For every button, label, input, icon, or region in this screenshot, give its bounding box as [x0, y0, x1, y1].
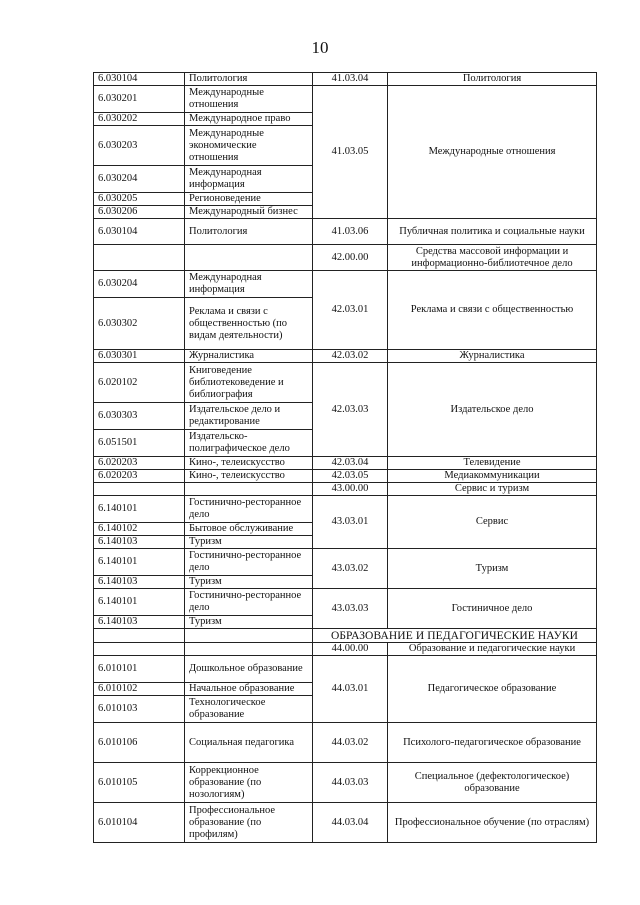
old-name-cell: Издательско-полиграфическое дело	[185, 430, 313, 457]
specialty-correspondence-table	[93, 72, 597, 843]
new-name-cell: Сервис и туризм	[388, 483, 597, 496]
old-code-cell: 6.051501	[94, 430, 185, 457]
old-code-cell	[94, 245, 185, 271]
old-code-cell: 6.030201	[94, 86, 185, 113]
new-name-cell: Психолого-педагогическое образование	[388, 723, 597, 763]
old-code-cell: 6.140101	[94, 589, 185, 616]
old-name-cell: Международное право	[185, 113, 313, 126]
old-name-cell: Международные экономические отношения	[185, 126, 313, 166]
old-name-cell: Кино-, телеискусство	[185, 470, 313, 483]
new-name-cell: Международные отношения	[388, 86, 597, 219]
old-code-cell: 6.010103	[94, 696, 185, 723]
new-name-cell: Образование и педагогические науки	[388, 643, 597, 656]
old-name-cell: Туризм	[185, 616, 313, 629]
old-code-cell: 6.030205	[94, 193, 185, 206]
old-name-cell: Издательское дело и редактирование	[185, 403, 313, 430]
new-name-cell: Средства массовой информации и информационно-библиотечное дело	[388, 245, 597, 271]
page-number: 10	[311, 38, 329, 57]
old-code-cell	[94, 643, 185, 656]
old-name-cell: Журналистика	[185, 350, 313, 363]
old-name-cell: Гостинично-ресторанное дело	[185, 549, 313, 576]
table-row	[94, 656, 597, 683]
new-name-cell: Медиакоммуникации	[388, 470, 597, 483]
old-name-cell: Политология	[185, 73, 313, 86]
old-code-cell: 6.030302	[94, 298, 185, 350]
new-name-cell: Телевидение	[388, 457, 597, 470]
table-row	[94, 86, 597, 113]
old-code-cell	[94, 483, 185, 496]
new-name-cell: Политология	[388, 73, 597, 86]
old-code-cell: 6.030204	[94, 271, 185, 298]
new-name-cell: Издательское дело	[388, 363, 597, 457]
table-row	[94, 457, 597, 470]
new-code-cell: 42.03.01	[313, 271, 388, 350]
old-name-cell: Начальное образование	[185, 683, 313, 696]
old-code-cell: 6.010104	[94, 803, 185, 843]
new-name-cell: Сервис	[388, 496, 597, 549]
old-code-cell: 6.140103	[94, 616, 185, 629]
old-name-cell	[185, 245, 313, 271]
old-code-cell	[94, 629, 185, 643]
old-code-cell: 6.030303	[94, 403, 185, 430]
new-code-cell: 44.03.01	[313, 656, 388, 723]
old-name-cell: Социальная педагогика	[185, 723, 313, 763]
old-name-cell: Технологическое образование	[185, 696, 313, 723]
old-name-cell: Коррекционное образование (по нозологиям)	[185, 763, 313, 803]
old-name-cell: Кино-, телеискусство	[185, 457, 313, 470]
new-code-cell: 41.03.05	[313, 86, 388, 219]
old-code-cell: 6.030104	[94, 219, 185, 245]
table-row	[94, 549, 597, 576]
table-row	[94, 803, 597, 843]
old-name-cell: Гостинично-ресторанное дело	[185, 589, 313, 616]
old-name-cell	[185, 629, 313, 643]
old-name-cell: Профессиональное образование (по профилям)	[185, 803, 313, 843]
table-row	[94, 245, 597, 271]
new-code-cell: 44.03.03	[313, 763, 388, 803]
old-code-cell: 6.030206	[94, 206, 185, 219]
table-row	[94, 73, 597, 86]
old-name-cell: Реклама и связи с общественностью (по видам деятельности)	[185, 298, 313, 350]
old-code-cell: 6.020203	[94, 470, 185, 483]
table-row	[94, 483, 597, 496]
old-code-cell: 6.020203	[94, 457, 185, 470]
new-code-cell: 42.03.02	[313, 350, 388, 363]
old-code-cell: 6.030203	[94, 126, 185, 166]
table-row	[94, 589, 597, 616]
table-row	[94, 271, 597, 298]
old-code-cell: 6.140102	[94, 523, 185, 536]
old-name-cell: Дошкольное образование	[185, 656, 313, 683]
old-name-cell: Гостинично-ресторанное дело	[185, 496, 313, 523]
table-row	[94, 219, 597, 245]
new-name-cell: Публичная политика и социальные науки	[388, 219, 597, 245]
old-code-cell: 6.140101	[94, 549, 185, 576]
new-name-cell: Гостиничное дело	[388, 589, 597, 629]
old-name-cell: Туризм	[185, 576, 313, 589]
new-code-cell: 43.00.00	[313, 483, 388, 496]
old-name-cell	[185, 643, 313, 656]
new-name-cell: Туризм	[388, 549, 597, 589]
new-code-cell: 44.00.00	[313, 643, 388, 656]
new-code-cell: 42.00.00	[313, 245, 388, 271]
table-row	[94, 629, 597, 643]
new-code-cell: 43.03.01	[313, 496, 388, 549]
old-code-cell: 6.140103	[94, 576, 185, 589]
old-code-cell: 6.010101	[94, 656, 185, 683]
table-row	[94, 350, 597, 363]
table-row	[94, 363, 597, 403]
table-row	[94, 723, 597, 763]
old-code-cell: 6.030204	[94, 166, 185, 193]
new-name-cell: Профессиональное обучение (по отраслям)	[388, 803, 597, 843]
new-code-cell: 44.03.04	[313, 803, 388, 843]
old-code-cell: 6.030301	[94, 350, 185, 363]
old-code-cell: 6.030104	[94, 73, 185, 86]
old-code-cell: 6.020102	[94, 363, 185, 403]
old-name-cell: Международные отношения	[185, 86, 313, 113]
old-name-cell: Международная информация	[185, 166, 313, 193]
new-code-cell: 44.03.02	[313, 723, 388, 763]
new-code-cell: 43.03.03	[313, 589, 388, 629]
old-code-cell: 6.010105	[94, 763, 185, 803]
old-name-cell: Международный бизнес	[185, 206, 313, 219]
table-row	[94, 496, 597, 523]
new-code-cell: 43.03.02	[313, 549, 388, 589]
new-code-cell: 41.03.04	[313, 73, 388, 86]
old-name-cell	[185, 483, 313, 496]
old-code-cell: 6.030202	[94, 113, 185, 126]
new-code-cell: 41.03.06	[313, 219, 388, 245]
table-row	[94, 763, 597, 803]
old-code-cell: 6.140101	[94, 496, 185, 523]
old-code-cell: 6.140103	[94, 536, 185, 549]
old-name-cell: Регионоведение	[185, 193, 313, 206]
new-name-cell: Специальное (дефектологическое) образование	[388, 763, 597, 803]
new-name-cell: Журналистика	[388, 350, 597, 363]
old-name-cell: Международная информация	[185, 271, 313, 298]
new-code-cell: 42.03.04	[313, 457, 388, 470]
new-code-cell: 42.03.03	[313, 363, 388, 457]
new-name-cell: Реклама и связи с общественностью	[388, 271, 597, 350]
old-name-cell: Политология	[185, 219, 313, 245]
old-name-cell: Книговедение библиотековедение и библиография	[185, 363, 313, 403]
table-row	[94, 470, 597, 483]
section-heading: ОБРАЗОВАНИЕ И ПЕДАГОГИЧЕСКИЕ НАУКИ	[313, 629, 597, 643]
old-code-cell: 6.010102	[94, 683, 185, 696]
old-name-cell: Туризм	[185, 536, 313, 549]
old-code-cell: 6.010106	[94, 723, 185, 763]
old-name-cell: Бытовое обслуживание	[185, 523, 313, 536]
table-row	[94, 643, 597, 656]
new-name-cell: Педагогическое образование	[388, 656, 597, 723]
new-code-cell: 42.03.05	[313, 470, 388, 483]
